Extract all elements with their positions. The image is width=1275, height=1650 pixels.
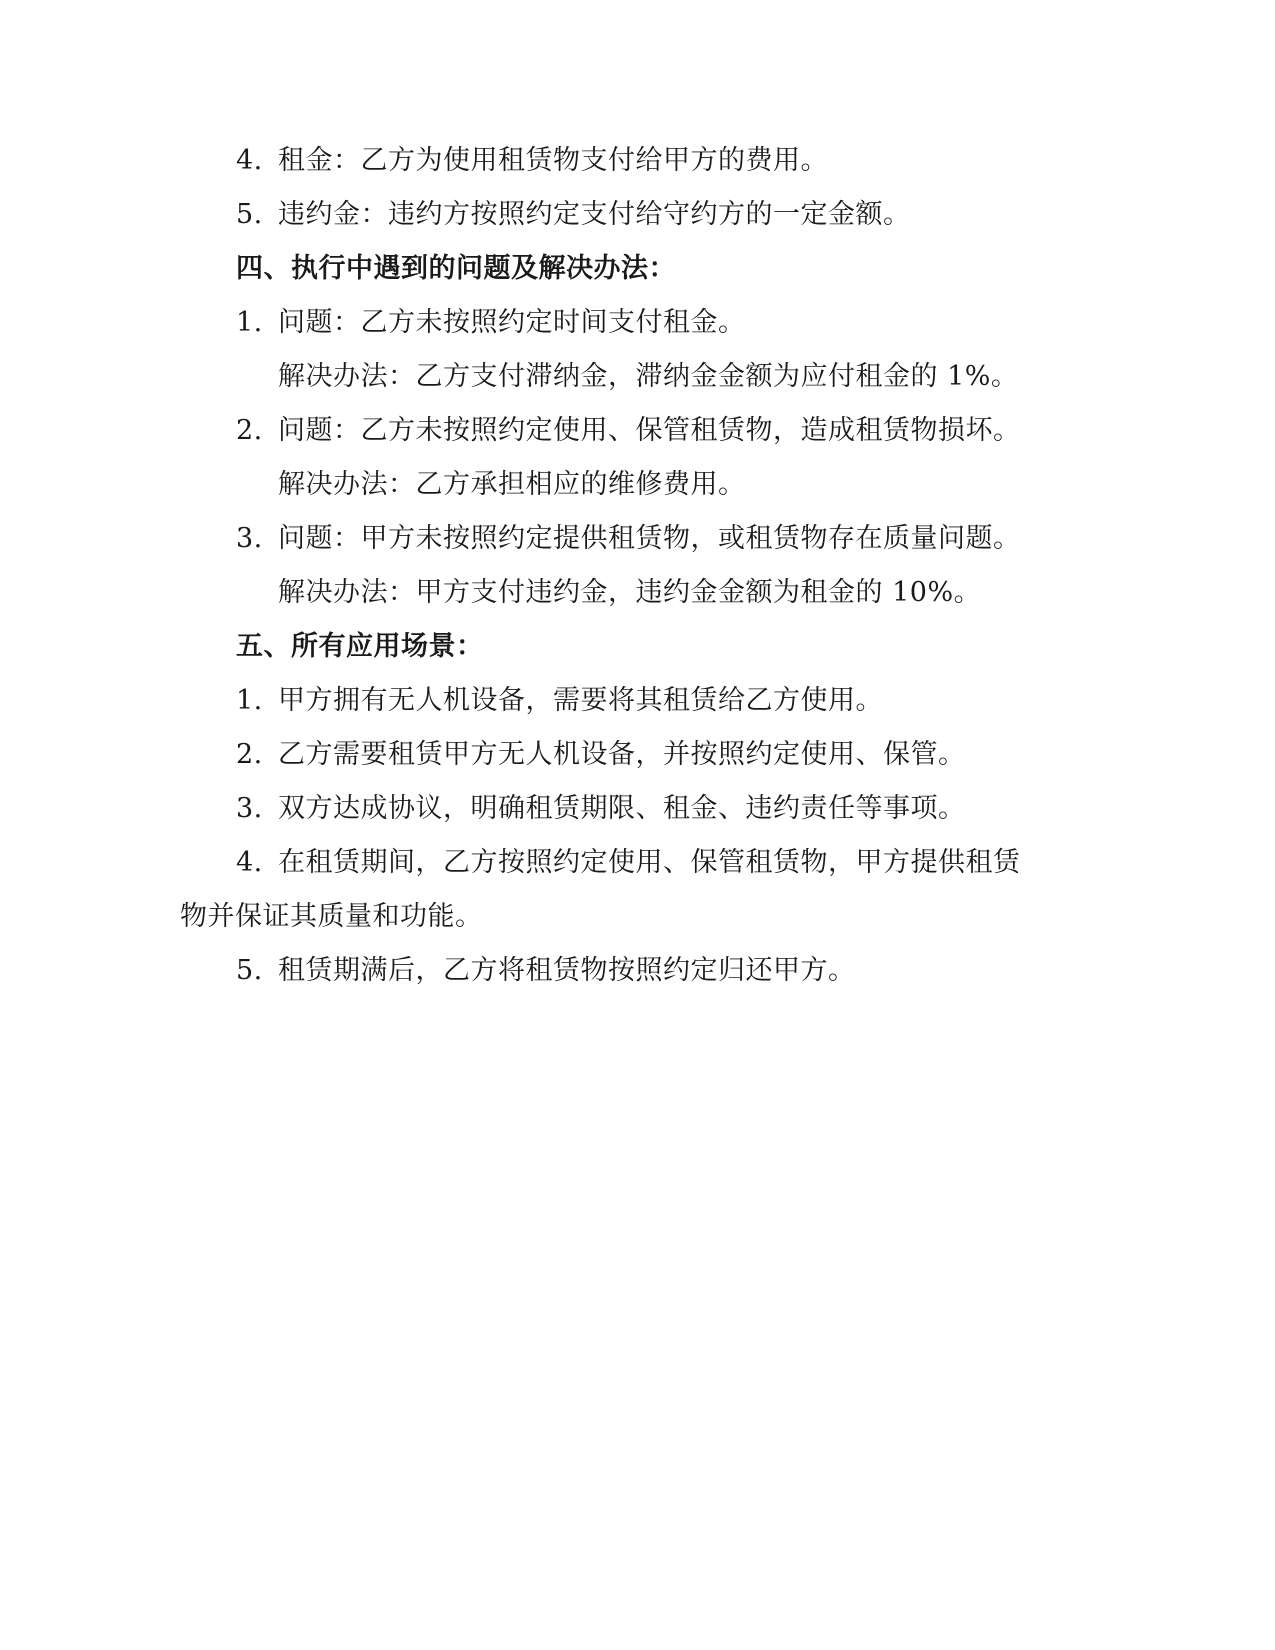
solution-text: 解决办法：乙方支付滞纳金，滞纳金金额为应付租金的 1%。 <box>278 361 1019 392</box>
item-number: 3. <box>236 523 263 554</box>
item-number: 4. <box>236 847 263 878</box>
item-text-continuation: 物并保证其质量和功能。 <box>180 901 483 932</box>
item-number: 1. <box>236 685 263 716</box>
item-text: 双方达成协议，明确租赁期限、租金、违约责任等事项。 <box>278 793 966 824</box>
item-number: 5. <box>236 199 263 230</box>
problem-text: 问题：乙方未按照约定使用、保管租赁物，造成租赁物损坏。 <box>278 415 1021 446</box>
item-number: 1. <box>236 307 263 338</box>
list-item <box>236 683 883 719</box>
problem-text: 问题：乙方未按照约定时间支付租金。 <box>278 307 746 338</box>
list-item <box>236 305 746 341</box>
item-text: 甲方拥有无人机设备，需要将其租赁给乙方使用。 <box>278 685 883 716</box>
item-number: 2. <box>236 739 263 770</box>
item-number: 2. <box>236 415 263 446</box>
problem-text: 问题：甲方未按照约定提供租赁物，或租赁物存在质量问题。 <box>278 523 1021 554</box>
item-text: 在租赁期间，乙方按照约定使用、保管租赁物，甲方提供租赁 <box>278 847 1021 878</box>
list-item <box>236 413 1021 449</box>
solution-text: 解决办法：乙方承担相应的维修费用。 <box>278 469 746 500</box>
list-item <box>236 845 1021 881</box>
item-number: 4. <box>236 145 263 176</box>
list-item <box>236 791 966 827</box>
item-text: 租赁期满后，乙方将租赁物按照约定归还甲方。 <box>278 955 856 986</box>
list-item <box>236 521 1021 557</box>
item-text: 租金：乙方为使用租赁物支付给甲方的费用。 <box>278 145 828 176</box>
list-item <box>236 953 856 989</box>
section-heading: 四、执行中遇到的问题及解决办法： <box>236 253 676 284</box>
item-number: 3. <box>236 793 263 824</box>
list-item <box>236 143 828 179</box>
list-item <box>236 197 911 233</box>
list-item <box>236 737 966 773</box>
solution-text: 解决办法：甲方支付违约金，违约金金额为租金的 10%。 <box>278 577 982 608</box>
item-text: 乙方需要租赁甲方无人机设备，并按照约定使用、保管。 <box>278 739 966 770</box>
item-number: 5. <box>236 955 263 986</box>
section-heading: 五、所有应用场景： <box>236 631 484 662</box>
item-text: 违约金：违约方按照约定支付给守约方的一定金额。 <box>278 199 911 230</box>
